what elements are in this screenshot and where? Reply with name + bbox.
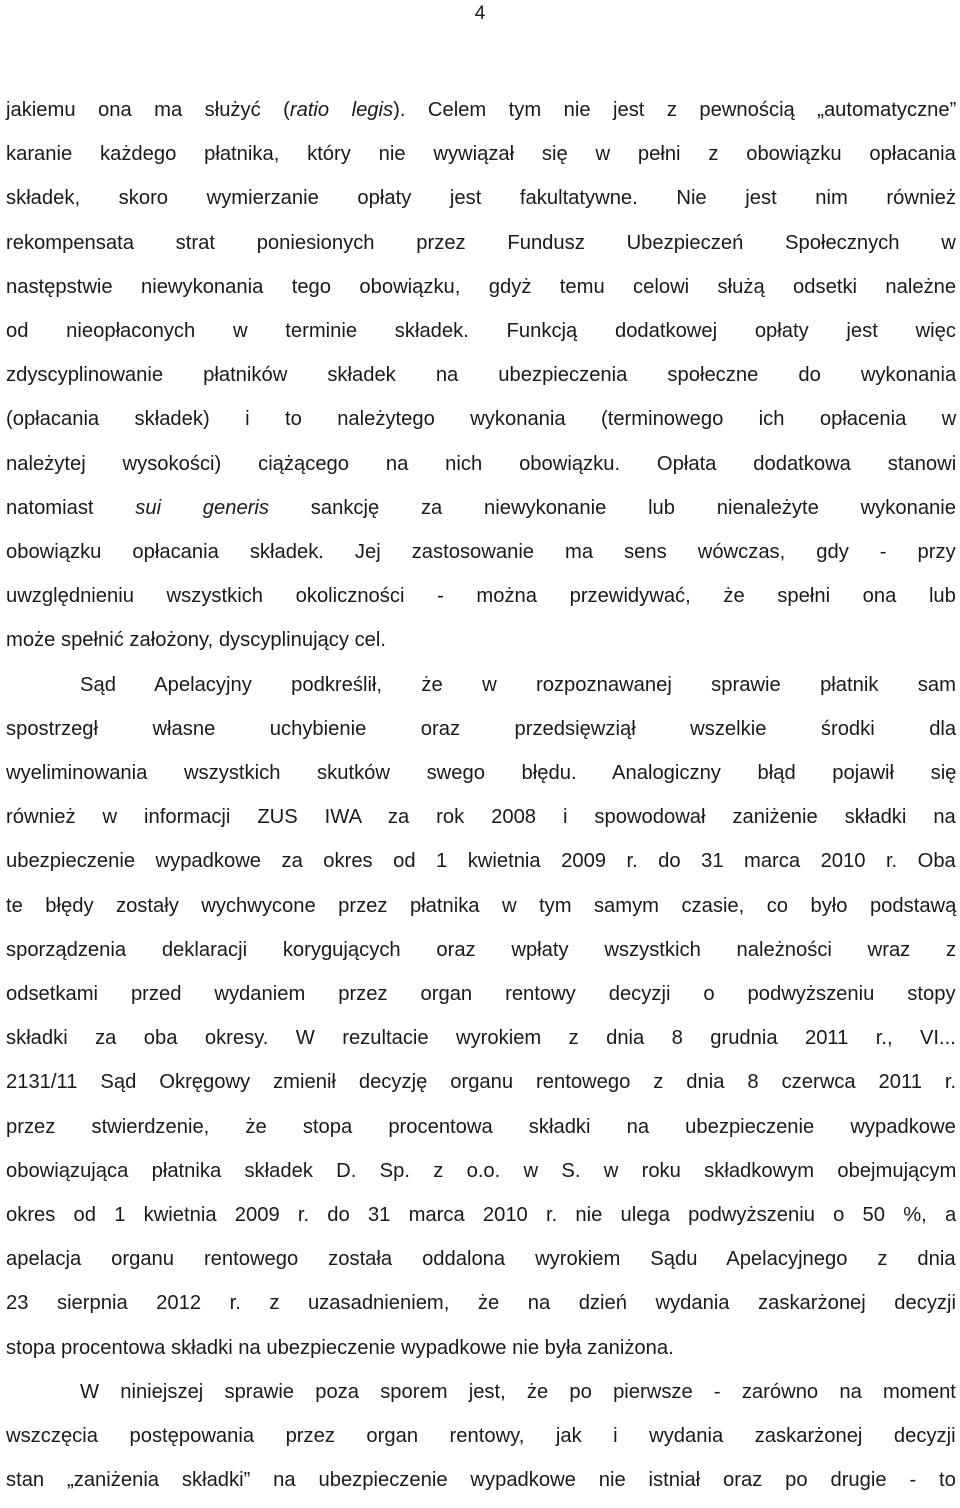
text-line <box>6 928 956 972</box>
text-line <box>6 309 956 353</box>
text-run: jakiemu ona ma służyć ( <box>6 99 290 121</box>
text-line <box>6 397 956 441</box>
text-line <box>6 88 956 132</box>
text-line <box>6 1458 956 1502</box>
text-run: (opłacania składek) i to należytego wykonania (terminowego ich opłacenia w <box>6 408 957 431</box>
text-line <box>6 751 956 795</box>
text-run: rekompensata strat poniesionych przez Fundusz Ubezpieczeń Społecznych w <box>6 231 956 254</box>
text-line <box>6 1060 956 1104</box>
text-line <box>6 1237 956 1281</box>
italic-phrase: ratio legis <box>289 99 394 121</box>
text-run: również w informacji ZUS IWA za rok 2008 i spowodował zaniżenie składki na <box>6 806 956 829</box>
text-line <box>6 486 956 530</box>
text-line <box>6 265 956 309</box>
text-run: obowiązku opłacania składek. Jej zastosowanie ma sens wówczas, gdy - przy <box>6 541 956 564</box>
text-line <box>6 795 956 839</box>
text-line <box>6 176 956 220</box>
text-line <box>6 1105 956 1149</box>
text-line <box>6 1326 956 1370</box>
text-run: wyeliminowania wszystkich skutków swego błędu. Analogiczny błąd pojawił się <box>6 762 957 785</box>
text-run: apelacja organu rentowego została oddalona wyrokiem Sądu Apelacyjnego z dnia <box>6 1248 956 1271</box>
text-run: składki za oba okresy. W rezultacie wyrokiem z dnia 8 grudnia 2011 r., VI... <box>6 1027 956 1050</box>
text-line <box>6 132 956 176</box>
text-line <box>6 972 956 1016</box>
text-line <box>6 221 956 265</box>
paragraph-2 <box>6 663 956 1370</box>
text-line <box>6 1193 956 1237</box>
text-line <box>6 1149 956 1193</box>
text-line <box>6 442 956 486</box>
text-run: W niniejszej sprawie poza sporem jest, że po pierwsze - zarówno na moment <box>80 1380 956 1403</box>
text-run: sporządzenia deklaracji korygujących oraz wpłaty wszystkich należności wraz z <box>6 938 957 961</box>
text-run: może spełnić założony, dyscyplinujący cel. <box>6 629 386 652</box>
text-line <box>6 353 956 397</box>
text-run: ubezpieczenie wypadkowe za okres od 1 kwietnia 2009 r. do 31 marca 2010 r. Oba <box>6 850 956 873</box>
text-run: odsetkami przed wydaniem przez organ rentowy decyzji o podwyższeniu stopy <box>6 983 956 1006</box>
text-run: sankcję za niewykonanie lub nienależyte wykonanie <box>269 496 956 519</box>
text-run: 23 sierpnia 2012 r. z uzasadnieniem, że na dzień wydania zaskarżonej decyzji <box>6 1292 956 1315</box>
text-line <box>6 1016 956 1060</box>
text-run: należytej wysokości) ciążącego na nich obowiązku. Opłata dodatkowa stanowi <box>6 452 957 475</box>
text-run: przez stwierdzenie, że stopa procentowa składki na ubezpieczenie wypadkowe <box>6 1115 956 1138</box>
italic-phrase: sui generis <box>135 496 270 519</box>
text-run: stopa procentowa składki na ubezpieczenie wypadkowe nie była zaniżona. <box>6 1336 674 1359</box>
text-run: spostrzegł własne uchybienie oraz przedsięwziął wszelkie środki dla <box>6 717 957 740</box>
text-run: zdyscyplinowanie płatników składek na ubezpieczenia społeczne do wykonania <box>6 364 957 387</box>
text-line <box>6 1414 956 1458</box>
text-line <box>6 530 956 574</box>
text-run: karanie każdego płatnika, który nie wywiązał się w pełni z obowiązku opłacania <box>6 143 956 166</box>
text-run: uwzględnieniu wszystkich okoliczności - można przewidywać, że spełni ona lub <box>6 585 956 608</box>
document-body <box>6 88 956 1503</box>
text-line <box>6 707 956 751</box>
text-line <box>6 1281 956 1325</box>
text-run: te błędy zostały wychwycone przez płatnika w tym samym czasie, co było podstawą <box>6 894 957 917</box>
text-line <box>6 839 956 883</box>
text-run: Sąd Apelacyjny podkreślił, że w rozpoznawanej sprawie płatnik sam <box>80 673 956 696</box>
text-run: stan „zaniżenia składki” na ubezpieczenie wypadkowe nie istniał oraz po drugie - to <box>6 1469 956 1492</box>
text-line <box>6 574 956 618</box>
text-run: składek, skoro wymierzanie opłaty jest fakultatywne. Nie jest nim również <box>6 187 956 210</box>
text-line <box>6 618 956 662</box>
text-run: wszczęcia postępowania przez organ rentowy, jak i wydania zaskarżonej decyzji <box>6 1425 956 1448</box>
text-run: ). Celem tym nie jest z pewnością „automatyczne” <box>393 99 957 121</box>
text-run: następstwie niewykonania tego obowiązku, gdyż temu celowi służą odsetki należne <box>6 275 957 298</box>
text-line <box>6 1370 956 1414</box>
paragraph-3 <box>6 1370 956 1503</box>
text-run: natomiast <box>6 496 136 519</box>
text-line <box>6 663 956 707</box>
paragraph-1 <box>6 88 956 663</box>
page-number: 4 <box>474 3 486 24</box>
text-run: 2131/11 Sąd Okręgowy zmienił decyzję organu rentowego z dnia 8 czerwca 2011 r. <box>6 1071 957 1094</box>
text-line <box>6 884 956 928</box>
text-run: od nieopłaconych w terminie składek. Funkcją dodatkowej opłaty jest więc <box>6 320 956 343</box>
text-run: obowiązująca płatnika składek D. Sp. z o.o. w S. w roku składkowym obejmującym <box>6 1159 957 1182</box>
text-run: okres od 1 kwietnia 2009 r. do 31 marca 2010 r. nie ulega podwyższeniu o 50 %, a <box>6 1204 957 1227</box>
